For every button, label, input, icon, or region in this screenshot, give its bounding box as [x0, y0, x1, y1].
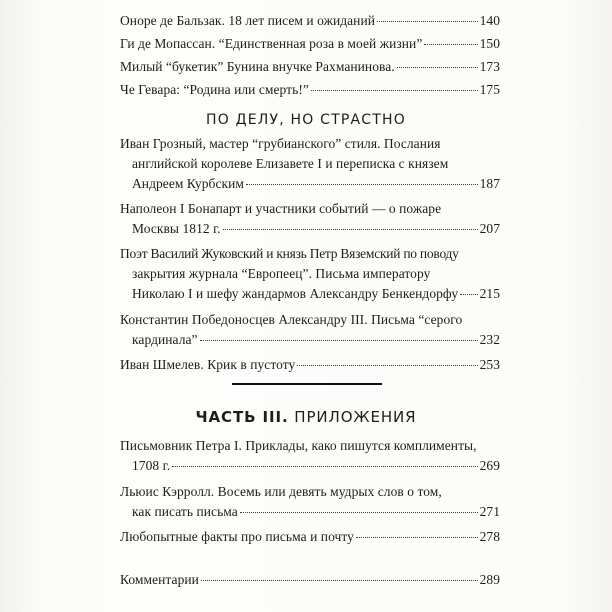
toc-entry-comments[interactable]: [120, 570, 500, 590]
toc-entry-pobedonostsev[interactable]: [120, 310, 500, 350]
leader-dots: [311, 89, 478, 91]
part-title: ПРИЛОЖЕНИЯ: [288, 408, 417, 426]
entry-title: Андреем Курбским: [132, 176, 244, 191]
page-number: 289: [479, 572, 500, 587]
page-number: 253: [479, 357, 500, 372]
page-number: 269: [479, 458, 500, 473]
toc-entry-bunin[interactable]: [120, 57, 500, 77]
entry-title-line: Константин Победоносцев Александру III. Письма “серого: [120, 312, 463, 327]
entry-title: Любопытные факты про письма и почту: [120, 529, 354, 544]
entry-title-line: закрытия журнала “Европеец”. Письма императору: [132, 266, 431, 281]
entry-title: 1708 г.: [132, 458, 171, 473]
entry-title: Иван Шмелев. Крик в пустоту: [120, 357, 296, 372]
leader-dots: [240, 511, 478, 513]
entry-title-line: Наполеон I Бонапарт и участники событий — о пожаре: [120, 201, 442, 216]
entry-title-line: английской королеве Елизавете I и переписка с князем: [132, 156, 449, 171]
entry-title: как писать письма: [132, 504, 238, 519]
toc-line: [120, 219, 500, 239]
entry-title: Оноре де Бальзак. 18 лет писем и ожиданий: [120, 13, 376, 28]
toc-entry-peter[interactable]: [120, 436, 500, 476]
entry-title: Николаю I и шефу жандармов Александру Бенкендорфу: [132, 286, 459, 301]
toc-entry-zhukovsky[interactable]: [120, 244, 500, 304]
page-number: 187: [479, 176, 500, 191]
toc-entry-carroll[interactable]: [120, 482, 500, 522]
toc-line: [120, 502, 500, 522]
toc-line: [120, 80, 500, 100]
leader-dots: [424, 43, 477, 45]
leader-dots: [356, 536, 478, 538]
section-divider: [232, 383, 382, 385]
page-number: 278: [479, 529, 500, 544]
leader-dots: [377, 20, 478, 22]
page-number: 215: [479, 286, 500, 301]
toc-line: [120, 570, 500, 590]
toc-entry-guevara[interactable]: [120, 80, 500, 100]
entry-title: кардинала”: [132, 332, 198, 347]
page-number: 140: [479, 13, 500, 28]
leader-dots: [172, 465, 477, 467]
part-number: ЧАСТЬ III.: [195, 408, 289, 426]
page-number: 173: [479, 59, 500, 74]
toc-entry-napoleon[interactable]: [120, 199, 500, 239]
toc-line: [120, 355, 500, 375]
entry-title: Ги де Мопассан. “Единственная роза в моей жизни”: [120, 36, 423, 51]
leader-dots: [200, 339, 478, 341]
page-number: 150: [479, 36, 500, 51]
page-number: 271: [479, 504, 500, 519]
leader-dots: [246, 183, 478, 185]
entry-title: Москвы 1812 г.: [132, 221, 221, 236]
entry-title: Милый “букетик” Бунина внучке Рахманинова.: [120, 59, 395, 74]
page-number: 232: [479, 332, 500, 347]
leader-dots: [223, 228, 478, 230]
toc-line: [120, 527, 500, 547]
entry-title-line: Иван Грозный, мастер “грубианского” стиля. Послания: [120, 136, 441, 151]
toc-entry-facts[interactable]: [120, 527, 500, 547]
page-number: 175: [479, 82, 500, 97]
leader-dots: [460, 293, 477, 295]
toc-entry-balzac[interactable]: [120, 11, 500, 31]
toc-line: [120, 11, 500, 31]
toc-line: [120, 284, 500, 304]
page-number: 207: [479, 221, 500, 236]
toc-entry-grozny[interactable]: [120, 134, 500, 194]
entry-title-line: Льюис Кэрролл. Восемь или девять мудрых слов о том,: [120, 484, 442, 499]
toc-entry-maupassant[interactable]: [120, 34, 500, 54]
toc-line: [120, 174, 500, 194]
toc-line: [120, 57, 500, 77]
toc-line: [120, 330, 500, 350]
toc-line: [120, 456, 500, 476]
section-title-business: ПО ДЕЛУ, НО СТРАСТНО: [206, 112, 406, 128]
toc-line: [120, 34, 500, 54]
entry-title-line: Письмовник Петра I. Приклады, како пишутся комплименты,: [120, 438, 477, 453]
entry-title: Че Гевара: “Родина или смерть!”: [120, 82, 309, 97]
toc-entry-shmelev[interactable]: [120, 355, 500, 375]
entry-title-line: Поэт Василий Жуковский и князь Петр Вяземский по поводу: [120, 246, 459, 261]
leader-dots: [397, 66, 478, 68]
leader-dots: [297, 364, 477, 366]
entry-title: Комментарии: [120, 572, 199, 587]
section-title-appendix: [0, 408, 612, 426]
leader-dots: [201, 579, 478, 581]
